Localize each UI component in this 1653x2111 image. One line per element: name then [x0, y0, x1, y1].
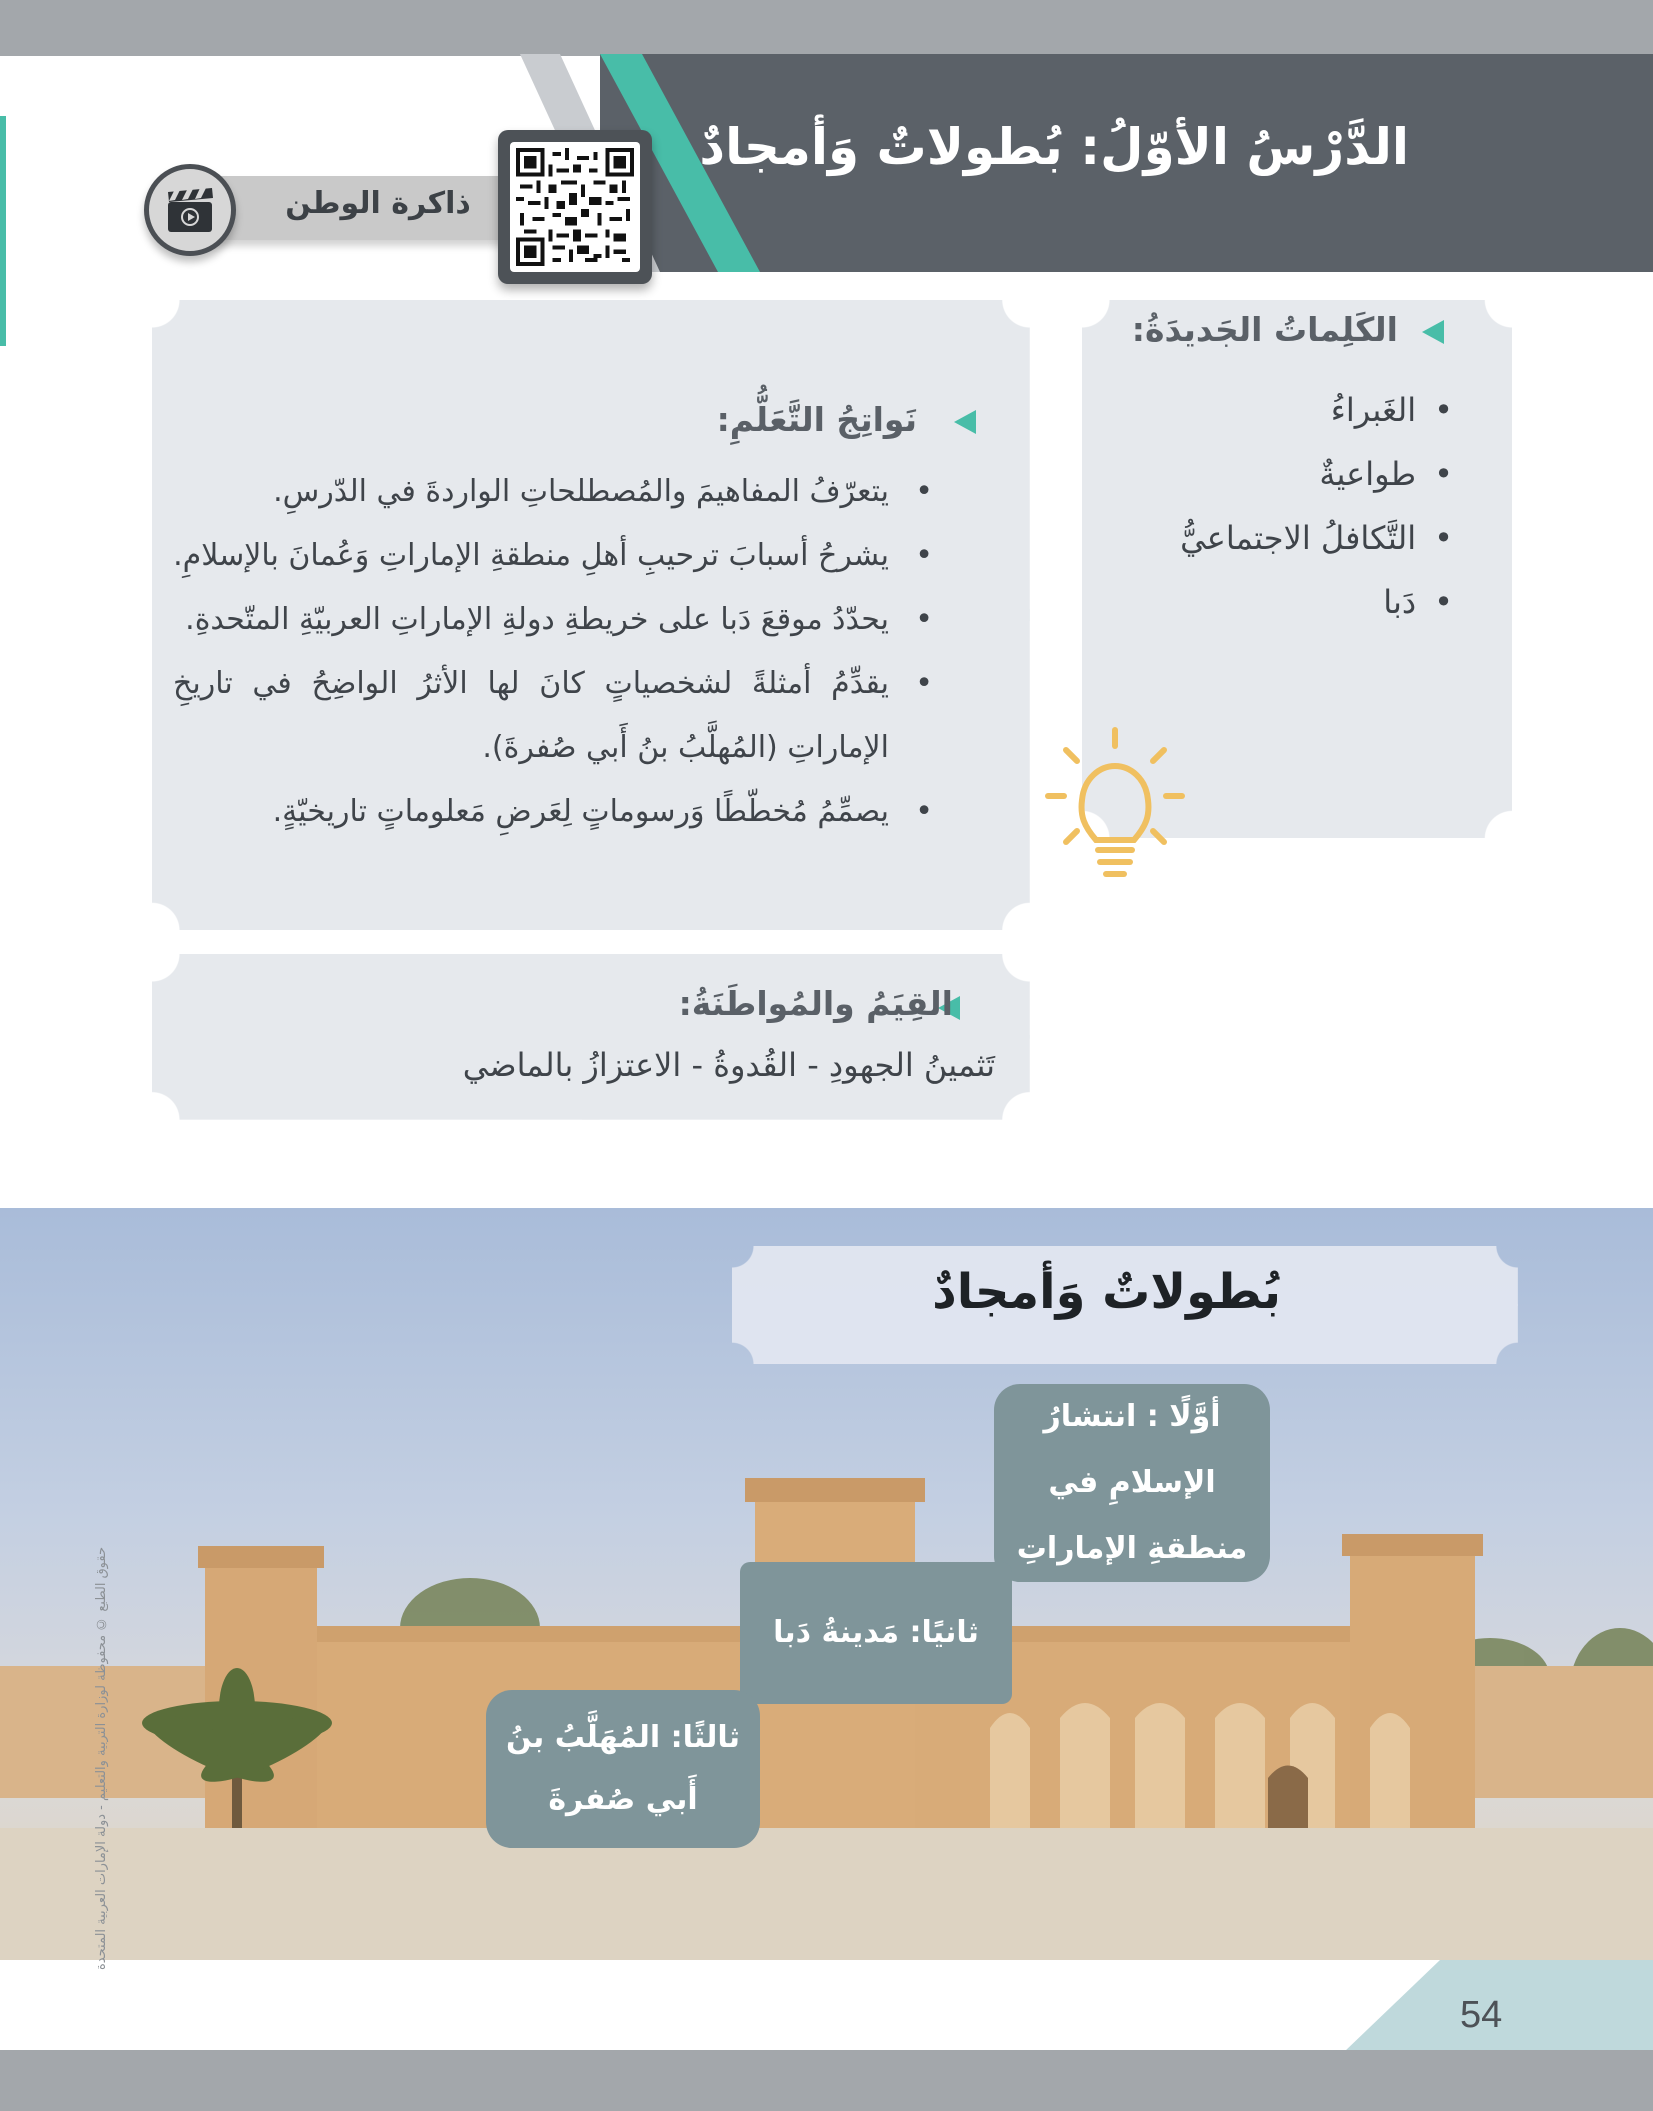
list-item: • طواعيةٌ: [1180, 442, 1453, 506]
page-number: 54: [1460, 1994, 1503, 2036]
topic-box-third[interactable]: [486, 1690, 760, 1848]
topic-label: ثالثًا: المُهَلَّبُ بنُ أَبي صُفرةَ: [506, 1720, 740, 1817]
video-link-label[interactable]: ذاكرة الوطن: [285, 186, 471, 221]
list-item: • يصمِّمُ مُخطّطًا وَرسوماتٍ لِعَرضِ مَعلوماتٍ تاريخيّةٍ.: [173, 780, 933, 844]
photo-section-title: بُطولاتٌ وَأمجادٌ: [932, 1264, 1281, 1320]
copyright-notice: حقوق الطبع © محفوظة لوزارة التربية والتعليم - دولة الإمارات العربية المتحدة: [94, 1546, 109, 1970]
bottom-strip: [0, 2050, 1653, 2111]
list-item: • يحدّدُ موقعَ دَبا على خريطةِ دولةِ الإماراتِ العربيّةِ المتّحدةِ.: [173, 588, 933, 652]
list-item: • دَبا: [1180, 570, 1453, 634]
topic-box-second[interactable]: [740, 1562, 1012, 1704]
left-edge-accent: [0, 116, 6, 346]
clapper-svg: [160, 180, 220, 240]
list-item: • الغَبراءُ: [1180, 378, 1453, 442]
triangle-bullet-icon: [954, 410, 976, 434]
new-words-list: [1180, 378, 1453, 634]
values-text: تَثمينُ الجهودِ - القُدوةُ - الاعتزازُ بالماضي: [462, 1046, 995, 1084]
topic-label: أوَّلًا : انتشارُ الإسلامِ في منطقةِ الإماراتِ: [1016, 1399, 1248, 1566]
values-panel: [152, 954, 1030, 1120]
learning-outcomes-list: [173, 460, 933, 844]
topic-box-first[interactable]: [994, 1384, 1270, 1582]
film-clapper-icon[interactable]: [144, 164, 236, 256]
learning-outcomes-title: نَواتِجُ التَّعَلُّمِ:: [716, 400, 917, 439]
list-item: • يتعرّفُ المفاهيمَ والمُصطلحاتِ الواردةَ في الدّرسِ.: [173, 460, 933, 524]
list-item: • التَّكافلُ الاجتماعيُّ: [1180, 506, 1453, 570]
lightbulb-icon: [1044, 726, 1186, 886]
list-item: • يشرحُ أسبابَ ترحيبِ أهلِ منطقةِ الإماراتِ وَعُمانَ بالإسلامِ.: [173, 524, 933, 588]
lesson-title: الدَّرْسُ الأوّلُ: بُطولاتٌ وَأمجادٌ: [699, 118, 1409, 176]
list-item: • يقدِّمُ أمثلةً لشخصياتٍ كانَ لها الأثرُ الواضِحُ في تاريخِ الإماراتِ (المُهلَّبُ بنُ أَبي صُفرةَ).: [173, 652, 933, 780]
new-words-title: الكَلِماتُ الجَديدَةُ:: [1131, 310, 1398, 349]
qr-pattern: [516, 148, 634, 266]
triangle-bullet-icon: [1422, 320, 1444, 344]
qr-code[interactable]: [498, 130, 652, 284]
values-title: القِيَمُ والمُواطَنَةُ:: [678, 984, 953, 1023]
top-strip: [0, 0, 1653, 56]
topic-label: ثانيًا: مَدينةُ دَبا: [773, 1615, 979, 1650]
qr-code-inner: [510, 142, 640, 272]
